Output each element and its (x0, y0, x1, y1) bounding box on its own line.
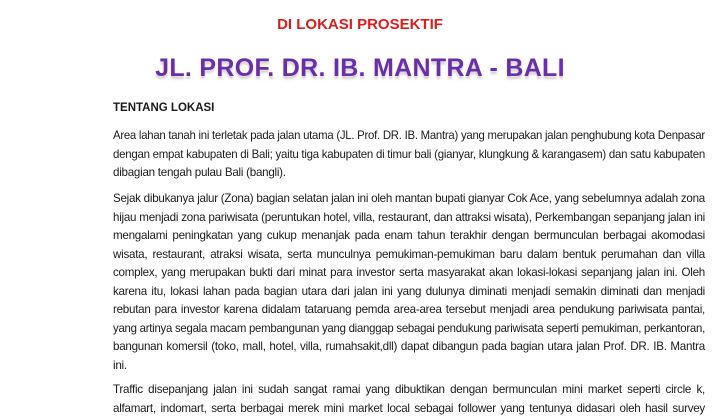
text-line (113, 227, 705, 246)
text-line-content: complex, yang merupakan bukti dari minat para investor serta masyarakat akan lokasi-lokasi sepanjang jalan ini. Oleh (113, 266, 705, 279)
text-line (113, 127, 705, 146)
section-heading: TENTANG LOKASI (113, 102, 215, 114)
text-line (113, 146, 705, 165)
text-line (113, 400, 705, 419)
text-line-content: alfamart, indomart, serta berbagai merek mini market local sebagai follower yang tentunya didasari oleh hasil survey (113, 401, 705, 415)
text-line-content: yang artinya segala macam pembangunan yang dianggap sebagai pendukung pariwisata seperti pemukiman, perkantoran, (113, 321, 706, 335)
paragraph-development (113, 190, 705, 375)
paragraph-location-intro (113, 127, 705, 183)
text-line-content: dibagian tengah pulau Bali (bangli). (113, 166, 286, 179)
text-line-content: hijau menjadi zona pariwisata (peruntukan hotel, villa, restaurant, dan attraksi wisata), Perkembangan sepanjang jalan ini (113, 210, 705, 224)
text-line (113, 246, 705, 265)
text-line-content: rebutan para investor karena didalam tataruang pemda area-area tersebut menjadi area pendukung pariwisata pantai, (113, 303, 705, 316)
text-line (113, 381, 705, 400)
text-line-content: Traffic disepanjang jalan ini sudah sangat ramai yang dibuktikan dengan bermunculan mini market seperti circle k, (113, 383, 705, 396)
text-line-content: bangunan komersil (toko, mall, hotel, villa, rumahsakit,dll) dapat dibangun pada bagian utara jalan Prof. DR. IB. Mantra (113, 340, 705, 353)
text-line-content: ini. (113, 358, 127, 372)
text-line (113, 320, 705, 339)
text-line-content: Sejak dibukanya jalur (Zona) bagian selatan jalan ini oleh mantan bupati gianyar Cok Ace, yang sebelumnya adalah zona (113, 192, 706, 205)
text-line (113, 190, 705, 209)
text-line (113, 264, 705, 283)
text-line-content: wisata, restaurant, atraksi wisata, serta munculnya pemukiman-pemukiman baru dalam bentuk perumahan dan villa (113, 247, 705, 261)
text-line (113, 357, 705, 376)
text-line (113, 283, 705, 302)
text-line (113, 164, 705, 183)
document-title: JL. PROF. DR. IB. MANTRA - BALI (155, 54, 565, 82)
document-subtitle: DI LOKASI PROSEKTIF (277, 16, 443, 33)
text-line (113, 338, 705, 357)
paragraph-traffic (113, 381, 705, 418)
text-line-content: Area lahan tanah ini terletak pada jalan utama (JL. Prof. DR. IB. Mantra) yang merupakan jalan penghubung kota Denpasar (113, 129, 705, 142)
text-line-content: dengan empat kabupaten di Bali; yaitu tiga kabupaten di timur bali (gianyar, klungkung & karangasem) dan satu kabupaten (113, 147, 705, 161)
text-line-content: mengalami peningkatan yang cukup menanjak pada enam tahun terakhir dengan bermunculan berbagai akomodasi (113, 229, 705, 242)
text-line (113, 209, 705, 228)
text-line (113, 301, 705, 320)
text-line-content: karena itu, lokasi lahan pada bagian utara dari jalan ini yang dulunya diminati menjadi semakin diminati dan menjadi (113, 284, 705, 298)
